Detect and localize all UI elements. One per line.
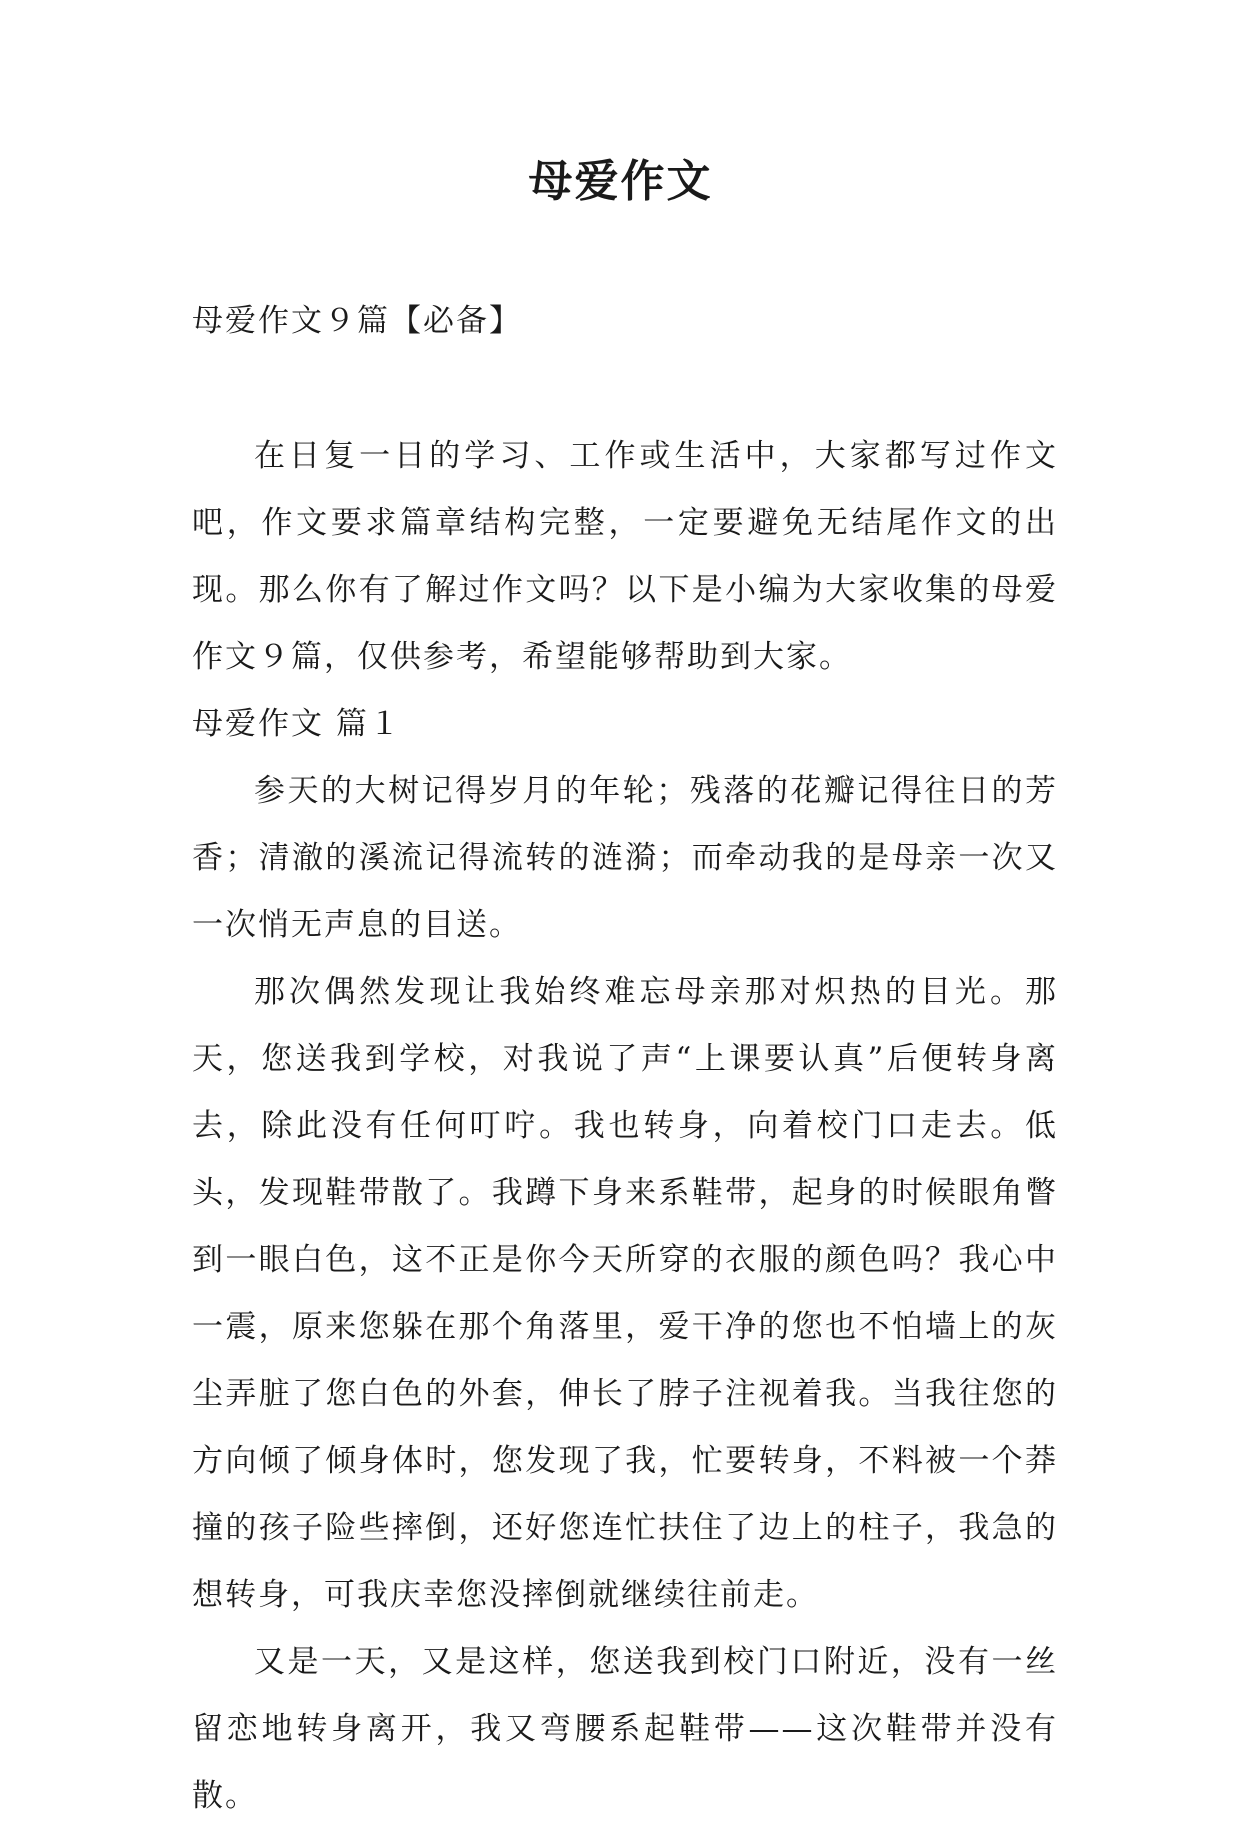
section-heading: 母爱作文 篇１ bbox=[192, 706, 402, 742]
document-title: 母爱作文 bbox=[528, 156, 713, 207]
body-paragraph: 那次偶然发现让我始终难忘母亲那对炽热的目光。那天，您送我到学校，对我说了声“上课要认真”后便转身离去，除此没有任何叮咛。我也转身，向着校门口走去。低头，发现鞋带散了。我蹲下身来系鞋带，起身的时候眼角瞥到一眼白色，这不正是你今天所穿的衣服的颜色吗？我心中一震，原来您躲在那个角落里，爱干净的您也不怕墙上的灰尘弄脏了您白色的外套，伸长了脖子注视着我。当我往您的方向倾了倾身体时，您发现了我，忙要转身，不料被一个莽撞的孩子险些摔倒，还好您连忙扶住了边上的柱子，我急的想转身，可我庆幸您没摔倒就继续往前走。 bbox=[192, 974, 1058, 1613]
document-body bbox=[192, 288, 1058, 1830]
spacer bbox=[192, 355, 1058, 423]
intro-paragraph: 在日复一日的学习、工作或生活中，大家都写过作文吧，作文要求篇章结构完整，一定要避免无结尾作文的出现。那么你有了解过作文吗？以下是小编为大家收集的母爱作文９篇，仅供参考，希望能够帮助到大家。 bbox=[192, 438, 1058, 675]
document-subtitle: 母爱作文９篇【必备】 bbox=[192, 303, 522, 339]
body-paragraph: 又是一天，又是这样，您送我到校门口附近，没有一丝留恋地转身离开，我又弯腰系起鞋带——这次鞋带并没有散。 bbox=[192, 1644, 1058, 1814]
body-paragraph: 参天的大树记得岁月的年轮；残落的花瓣记得往日的芳香；清澈的溪流记得流转的涟漪；而牵动我的是母亲一次又一次悄无声息的目送。 bbox=[192, 773, 1058, 943]
